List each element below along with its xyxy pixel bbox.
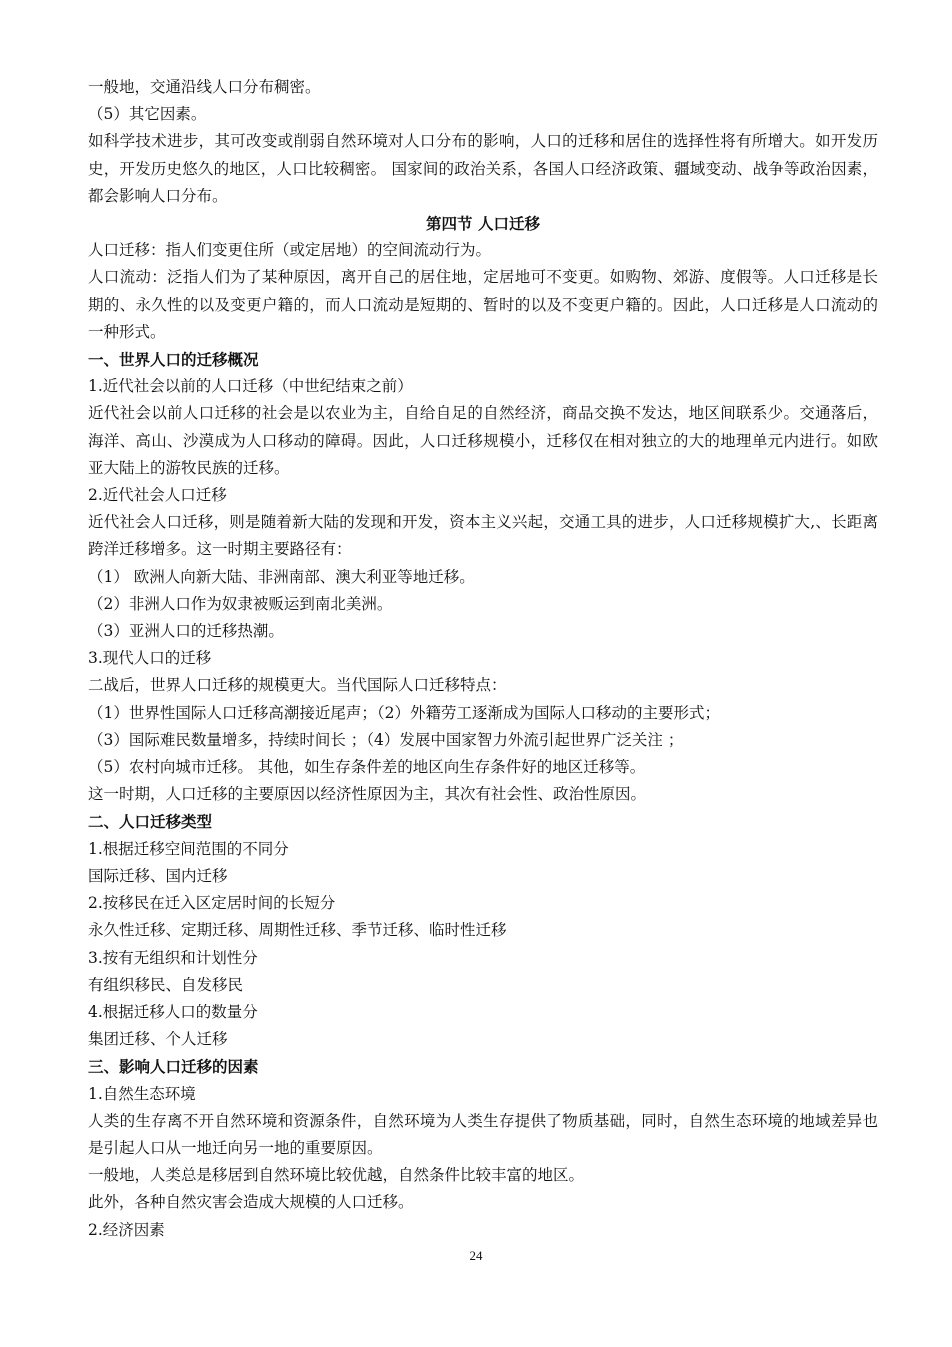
- text-line: （1） 欧洲人向新大陆、非洲南部、澳大利亚等地迁移。: [88, 567, 475, 586]
- text-line: 3.按有无组织和计划性分: [88, 948, 258, 967]
- text-line: 2.近代社会人口迁移: [88, 486, 227, 505]
- text-line: 一般地，人类总是移居到自然环境比较优越，自然条件比较丰富的地区。: [88, 1166, 585, 1185]
- text-line: 2.经济因素: [88, 1220, 165, 1239]
- document-body: [88, 74, 878, 1244]
- text-line: 此外，各种自然灾害会造成大规模的人口迁移。: [88, 1193, 414, 1212]
- text-line: 一般地，交通沿线人口分布稠密。: [88, 78, 321, 96]
- text-line: 永久性迁移、定期迁移、周期性迁移、季节迁移、临时性迁移: [88, 921, 507, 940]
- text-line: 1.近代社会以前的人口迁移（中世纪结束之前）: [88, 377, 413, 396]
- section-heading: 一、世界人口的迁移概况: [88, 350, 259, 370]
- text-line: 人类的生存离不开自然环境和资源条件，自然环境为人类生存提供了物质基础，同时，自然生态环境的地域差异也是引起人口从一地迁向另一地的重要原因。: [88, 1111, 878, 1157]
- text-line: 近代社会人口迁移，则是随着新大陆的发现和开发，资本主义兴起，交通工具的进步，人口迁移规模扩大,、长距离跨洋迁移增多。这一时期主要路径有：: [88, 513, 878, 559]
- section-heading: 二、人口迁移类型: [88, 812, 213, 832]
- text-line: 国际迁移、国内迁移: [88, 866, 228, 885]
- text-line: 这一时期，人口迁移的主要原因以经济性原因为主，其次有社会性、政治性原因。: [88, 785, 647, 804]
- text-line: 有组织移民、自发移民: [88, 975, 244, 994]
- text-line: （3）亚洲人口的迁移热潮。: [88, 622, 284, 641]
- text-line: 1.自然生态环境: [88, 1084, 196, 1103]
- text-line: 二战后，世界人口迁移的规模更大。当代国际人口迁移特点：: [88, 676, 507, 695]
- section-heading: 第四节 人口迁移: [426, 214, 540, 234]
- text-line: 如科学技术进步，其可改变或削弱自然环境对人口分布的影响，人口的迁移和居住的选择性将有所增大。如开发历史，开发历史悠久的地区，人口比较稠密。 国家间的政治关系，各国人口经济政策、疆域变动、战争等政治因素，都会影响人口分布。: [88, 132, 878, 205]
- text-line: 人口流动：泛指人们为了某种原因，离开自己的居住地，定居地可不变更。如购物、郊游、度假等。人口迁移是长期的、永久性的以及变更户籍的，而人口流动是短期的、暂时的以及不变更户籍的。因此，人口迁移是人口流动的一种形式。: [88, 268, 878, 341]
- text-line: 3.现代人口的迁移: [88, 649, 212, 668]
- text-line: 人口迁移：指人们变更住所（或定居地）的空间流动行为。: [88, 241, 492, 260]
- text-line: 1.根据迁移空间范围的不同分: [88, 839, 289, 858]
- text-line: 4.根据迁移人口的数量分: [88, 1002, 258, 1021]
- page-number: 24: [469, 1248, 483, 1263]
- text-line: （1）世界性国际人口迁移高潮接近尾声；（2）外籍劳工逐渐成为国际人口移动的主要形式；: [88, 703, 720, 722]
- text-line: 2.按移民在迁入区定居时间的长短分: [88, 894, 336, 913]
- text-line: 近代社会以前人口迁移的社会是以农业为主，自给自足的自然经济，商品交换不发达，地区间联系少。交通落后，海洋、高山、沙漠成为人口移动的障碍。因此，人口迁移规模小，迁移仅在相对独立的大的地理单元内进行。如欧亚大陆上的游牧民族的迁移。: [88, 404, 878, 477]
- text-line: （3）国际难民数量增多，持续时间长 ；（4）发展中国家智力外流引起世界广泛关注 ；: [88, 730, 684, 749]
- text-line: 集团迁移、个人迁移: [88, 1030, 228, 1049]
- section-heading: 三、影响人口迁移的因素: [88, 1057, 259, 1077]
- text-line: （5）农村向城市迁移。 其他，如生存条件差的地区向生存条件好的地区迁移等。: [88, 758, 646, 777]
- text-line: （5）其它因素。: [88, 105, 207, 124]
- text-line: （2）非洲人口作为奴隶被贩运到南北美洲。: [88, 594, 393, 613]
